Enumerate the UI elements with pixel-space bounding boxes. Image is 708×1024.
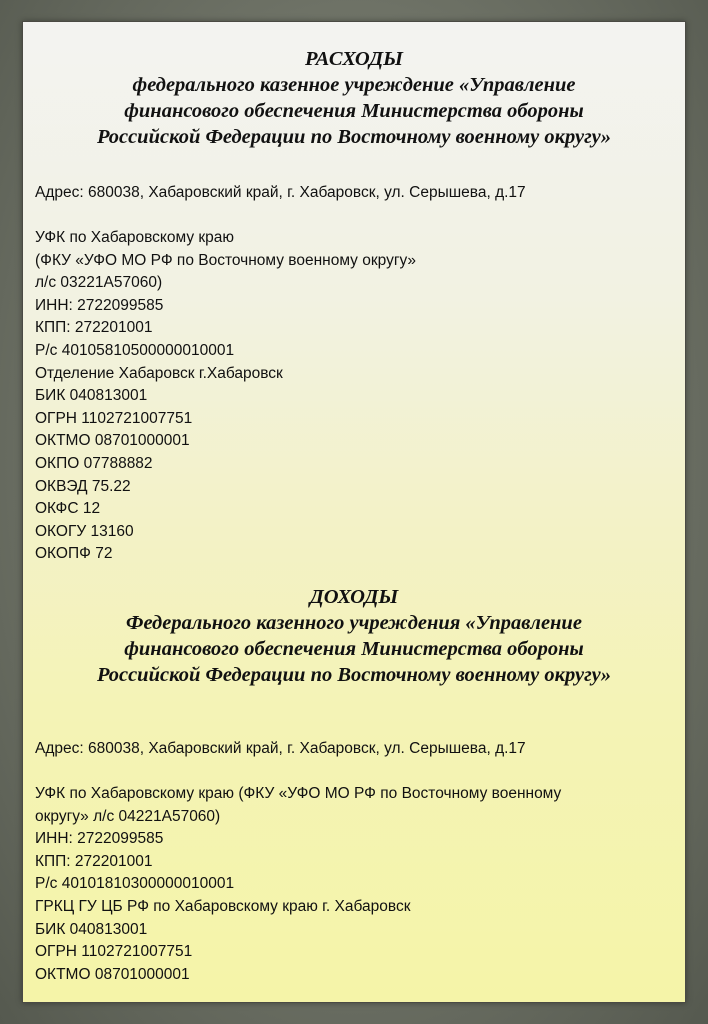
expenses-bank-branch: Отделение Хабаровск г.Хабаровск bbox=[35, 364, 283, 382]
expenses-ogrn: ОГРН 1102721007751 bbox=[35, 409, 193, 427]
expenses-account: Р/с 40105810500000010001 bbox=[35, 341, 235, 359]
expenses-detail-line: (ФКУ «УФО МО РФ по Восточному военному округу» bbox=[35, 251, 417, 269]
expenses-bik: БИК 040813001 bbox=[35, 387, 148, 405]
income-details bbox=[35, 783, 677, 986]
expenses-subtitle-line: финансового обеспечения Министерства обороны bbox=[124, 100, 584, 122]
expenses-subtitle-line: Российской Федерации по Восточному военному округу» bbox=[96, 126, 612, 148]
income-ogrn: ОГРН 1102721007751 bbox=[35, 943, 193, 961]
expenses-details bbox=[35, 227, 677, 566]
income-subtitle-line: Федерального казенного учреждения «Управление bbox=[126, 612, 582, 634]
income-oktmo: ОКТМО 08701000001 bbox=[35, 965, 190, 983]
income-address: Адрес: 680038, Хабаровский край, г. Хабаровск, ул. Серышева, д.17 bbox=[35, 740, 526, 757]
expenses-kpp: КПП: 272201001 bbox=[35, 319, 153, 337]
expenses-okopf: ОКОПФ 72 bbox=[35, 545, 113, 563]
slide-panel bbox=[22, 21, 686, 1003]
expenses-heading bbox=[23, 46, 685, 150]
income-kpp: КПП: 272201001 bbox=[35, 852, 153, 870]
expenses-inn: ИНН: 2722099585 bbox=[35, 296, 164, 314]
expenses-address-block bbox=[35, 182, 677, 205]
income-account: Р/с 40101810300000010001 bbox=[35, 875, 235, 893]
income-detail-line: УФК по Хабаровскому краю (ФКУ «УФО МО РФ по Восточному военному bbox=[35, 785, 562, 802]
income-inn: ИНН: 2722099585 bbox=[35, 830, 164, 848]
income-detail-line: округу» л/с 04221А57060) bbox=[35, 807, 221, 825]
expenses-title: РАСХОДЫ bbox=[304, 48, 404, 70]
income-subtitle-line: Российской Федерации по Восточному военному округу» bbox=[96, 664, 612, 686]
expenses-okogu: ОКОГУ 13160 bbox=[35, 522, 134, 540]
expenses-okved: ОКВЭД 75.22 bbox=[35, 477, 131, 495]
expenses-address: Адрес: 680038, Хабаровский край, г. Хабаровск, ул. Серышева, д.17 bbox=[35, 184, 526, 201]
income-address-block bbox=[35, 738, 677, 761]
income-subtitle-line: финансового обеспечения Министерства обороны bbox=[124, 638, 584, 660]
expenses-detail-line: УФК по Хабаровскому краю bbox=[35, 229, 235, 246]
income-bank: ГРКЦ ГУ ЦБ РФ по Хабаровскому краю г. Хабаровск bbox=[35, 897, 411, 915]
income-heading bbox=[23, 584, 685, 688]
expenses-okfs: ОКФС 12 bbox=[35, 500, 101, 518]
income-title: ДОХОДЫ bbox=[309, 586, 399, 608]
income-bik: БИК 040813001 bbox=[35, 920, 148, 938]
expenses-detail-line: л/с 03221А57060) bbox=[35, 274, 163, 292]
expenses-okpo: ОКПО 07788882 bbox=[35, 454, 153, 472]
expenses-oktmo: ОКТМО 08701000001 bbox=[35, 432, 190, 450]
expenses-subtitle-line: федерального казенное учреждение «Управление bbox=[132, 74, 576, 96]
